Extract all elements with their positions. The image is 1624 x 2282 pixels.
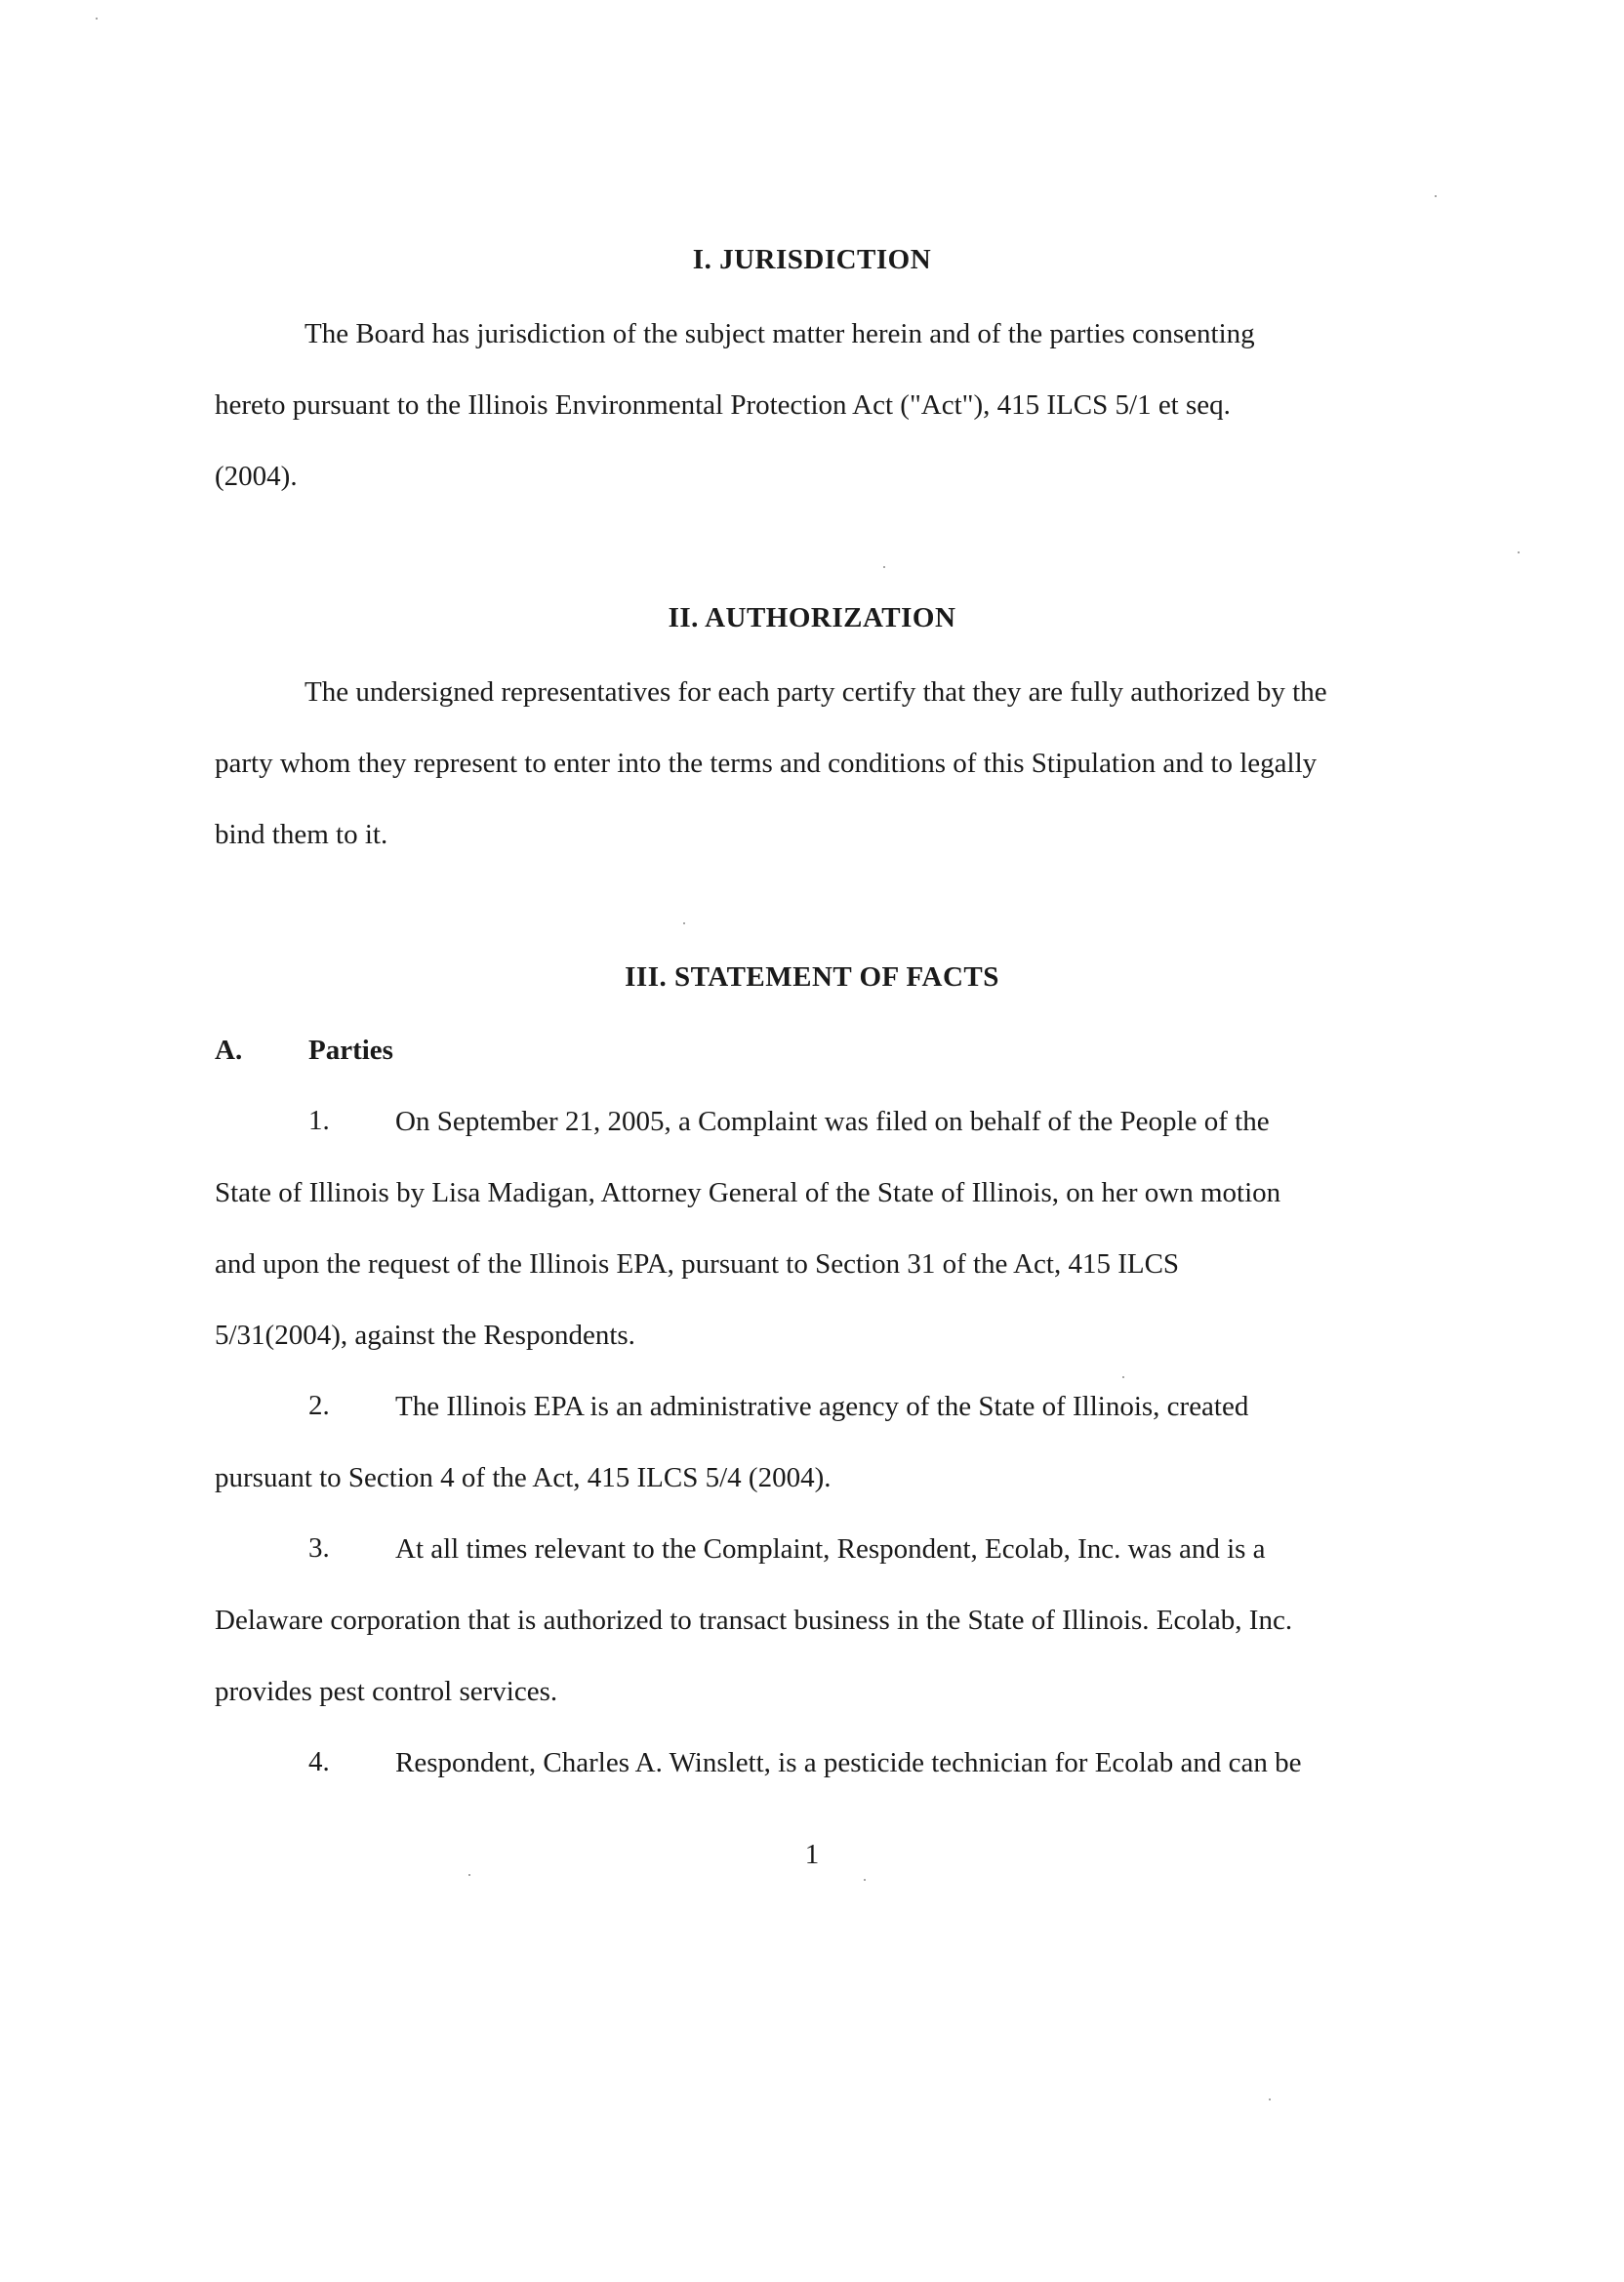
paragraph-3-number: 3. (308, 1532, 330, 1564)
paragraph-3-line-1: At all times relevant to the Complaint, Respondent, Ecolab, Inc. was and is a (395, 1533, 1266, 1565)
paragraph-1-line-3: and upon the request of the Illinois EPA, pursuant to Section 31 of the Act, 415 ILCS (215, 1248, 1180, 1280)
page-number: 1 (804, 1839, 820, 1870)
scan-speck (1518, 551, 1520, 553)
scan-speck (683, 922, 685, 924)
paragraph-4-number: 4. (308, 1746, 330, 1777)
scan-speck (864, 1879, 866, 1881)
paragraph-1-line-1: On September 21, 2005, a Complaint was filed on behalf of the People of the (395, 1106, 1270, 1137)
section-heading-jurisdiction: I. JURISDICTION (692, 244, 932, 275)
paragraph-2-line-1: The Illinois EPA is an administrative agency of the State of Illinois, created (395, 1391, 1249, 1422)
scan-speck (883, 566, 885, 568)
authorization-line-3: bind them to it. (215, 819, 388, 850)
paragraph-2-number: 2. (308, 1390, 330, 1421)
scan-speck (1269, 2099, 1271, 2100)
paragraph-3-line-3: provides pest control services. (215, 1676, 558, 1707)
jurisdiction-line-3: (2004). (215, 461, 298, 492)
scan-speck (96, 18, 98, 20)
scan-speck (468, 1874, 470, 1876)
jurisdiction-line-2: hereto pursuant to the Illinois Environmental Protection Act ("Act"), 415 ILCS 5/1 et seq. (215, 389, 1231, 421)
scan-speck (1435, 195, 1437, 197)
section-heading-facts: III. STATEMENT OF FACTS (625, 961, 999, 993)
scan-speck (1122, 1376, 1124, 1378)
subsection-letter: A. (215, 1035, 243, 1066)
paragraph-1-number: 1. (308, 1105, 330, 1136)
paragraph-2-line-2: pursuant to Section 4 of the Act, 415 ILCS 5/4 (2004). (215, 1462, 832, 1493)
paragraph-4-line-1: Respondent, Charles A. Winslett, is a pesticide technician for Ecolab and can be (395, 1747, 1302, 1778)
subsection-title: Parties (308, 1035, 393, 1066)
jurisdiction-line-1: The Board has jurisdiction of the subject matter herein and of the parties consenting (304, 318, 1255, 349)
paragraph-1-line-4: 5/31(2004), against the Respondents. (215, 1320, 635, 1351)
section-heading-authorization: II. AUTHORIZATION (668, 602, 956, 633)
authorization-line-2: party whom they represent to enter into the terms and conditions of this Stipulation and to legally (215, 748, 1318, 779)
paragraph-1-line-2: State of Illinois by Lisa Madigan, Attorney General of the State of Illinois, on her own motion (215, 1177, 1281, 1208)
authorization-line-1: The undersigned representatives for each party certify that they are fully authorized by the (304, 676, 1327, 708)
paragraph-3-line-2: Delaware corporation that is authorized to transact business in the State of Illinois. Ecolab, Inc. (215, 1605, 1293, 1636)
